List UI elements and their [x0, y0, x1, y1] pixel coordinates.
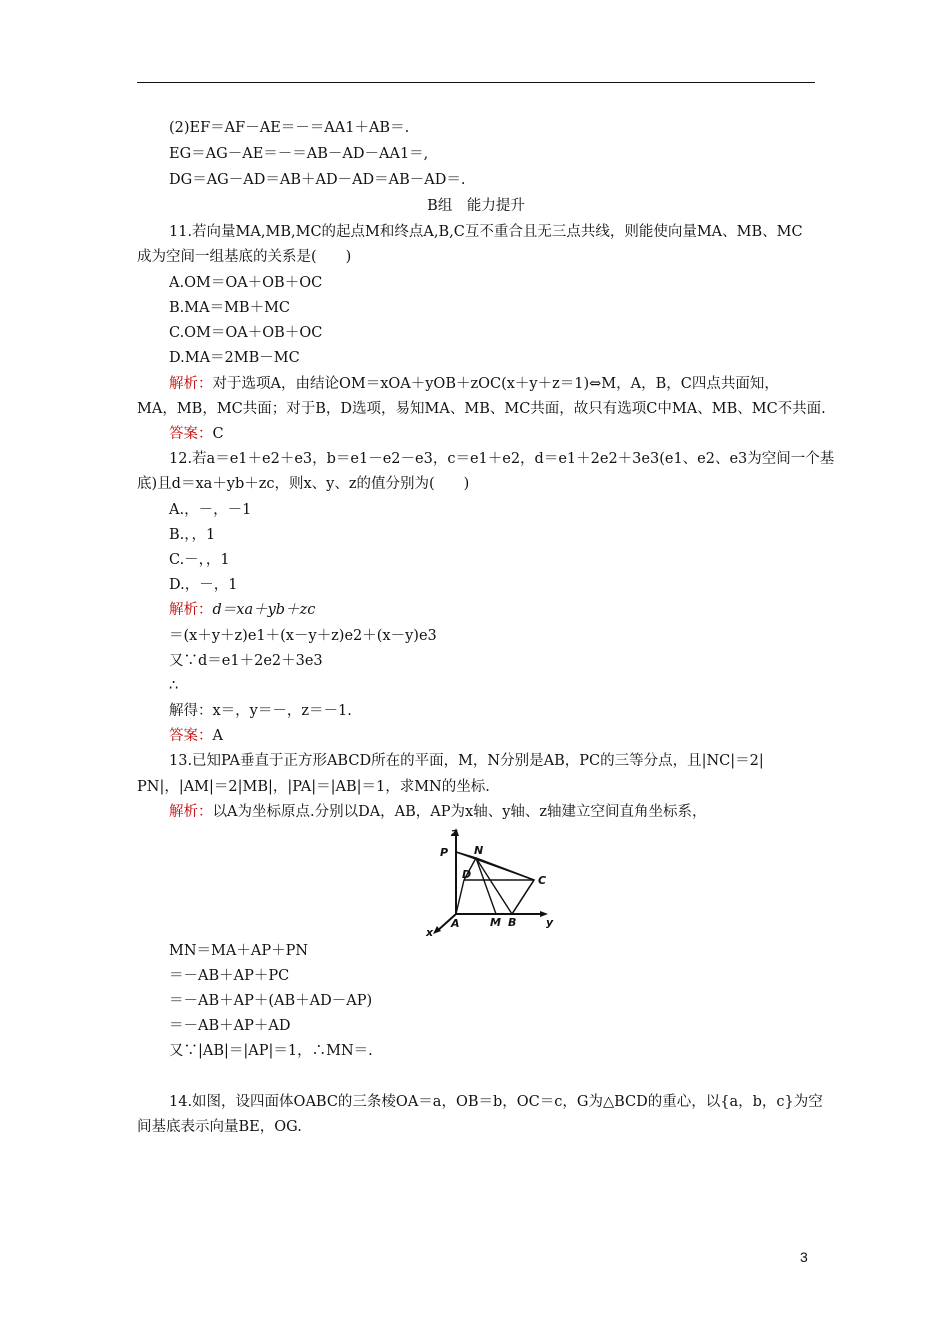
text-line: 解得：x＝，y＝－，z＝－1.	[169, 703, 352, 719]
analysis-label: 解析：	[169, 602, 213, 618]
answer-label: 答案：	[169, 728, 213, 744]
option-d: D.MA＝2MB－MC	[169, 350, 300, 366]
analysis-line	[169, 600, 315, 620]
analysis-label: 解析：	[169, 804, 213, 820]
label-p: P	[440, 846, 449, 859]
text-line: ＝－AB＋AP＋(AB＋AD－AP)	[169, 993, 373, 1009]
answer-label: 答案：	[169, 426, 213, 442]
option-d: D.，－，1	[169, 577, 238, 593]
label-b: B	[508, 916, 517, 929]
section-heading: B组 能力提升	[427, 198, 525, 214]
analysis-line	[169, 374, 779, 394]
label-x: x	[426, 926, 434, 938]
text-line: MN＝MA＋AP＋PN	[169, 943, 309, 959]
text-line: MA，MB，MC共面；对于B，D选项，易知MA、MB、MC共面，故只有选项C中MA、MB、MC不共面.	[137, 401, 826, 417]
label-m: M	[490, 916, 501, 929]
option-c: C.OM＝OA＋OB＋OC	[169, 325, 323, 341]
text-line: 成为空间一组基底的关系是( )	[137, 249, 352, 265]
analysis-label: 解析：	[169, 376, 213, 392]
text-line: DG＝AG－AD＝AB＋AD－AD＝AB－AD＝.	[169, 172, 466, 188]
label-d: D	[462, 868, 472, 881]
option-b: B.MA＝MB＋MC	[169, 300, 291, 316]
option-a: A.OM＝OA＋OB＋OC	[169, 275, 323, 291]
option-b: B.，，1	[169, 527, 216, 543]
text-line: ＝(x＋y＋z)e1＋(x－y＋z)e2＋(x－y)e3	[169, 628, 437, 644]
text-line: ＝－AB＋AP＋AD	[169, 1018, 291, 1034]
header-rule	[137, 82, 815, 83]
label-c: C	[538, 874, 547, 887]
answer-value: A	[212, 728, 223, 744]
question-14: 14.如图，设四面体OABC的三条棱OA＝a，OB＝b，OC＝c，G为△BCD的重心，以{a，b，c}为空	[169, 1094, 823, 1110]
label-n: N	[474, 844, 484, 857]
analysis-text: 对于选项A，由结论OM＝xOA＋yOB＋zOC(x＋y＋z＝1)⇔M，A，B，C四点共面知，	[212, 376, 779, 392]
option-a: A.，－，－1	[169, 502, 252, 518]
text-line: (2)EF＝AF－AE＝－＝AA1＋AB＝.	[169, 120, 410, 136]
question-11: 11.若向量MA,MB,MC的起点M和终点A,B,C互不重合且无三点共线，则能使向量MA、MB、MC	[169, 224, 803, 240]
text-line: 又∵d＝e1＋2e2＋3e3	[169, 653, 323, 669]
label-a: A	[451, 917, 460, 930]
question-13: 13.已知PA垂直于正方形ABCD所在的平面，M，N分别是AB，PC的三等分点，且|NC|＝2|	[169, 753, 764, 769]
question-12: 12.若a＝e1＋e2＋e3，b＝e1－e2－e3，c＝e1＋e2，d＝e1＋2e2＋3e3(e1、e2、e3为空间一个基	[169, 451, 835, 467]
answer-line	[169, 726, 223, 746]
option-c: C.－，，1	[169, 552, 230, 568]
analysis-text: d＝xa＋yb＋zc	[212, 602, 316, 618]
coordinate-figure	[424, 824, 564, 938]
text-line: PN|，|AM|＝2|MB|，|PA|＝|AB|＝1，求MN的坐标.	[137, 779, 490, 795]
label-z: z	[451, 826, 458, 839]
page-number: 3	[800, 1249, 808, 1265]
text-line: EG＝AG－AE＝－＝AB－AD－AA1＝,	[169, 146, 429, 162]
analysis-line	[169, 802, 707, 822]
label-y: y	[546, 916, 554, 929]
text-line: ＝－AB＋AP＋PC	[169, 968, 290, 984]
text-line: 间基底表示向量BE，OG.	[137, 1119, 302, 1135]
analysis-text: 以A为坐标原点.分别以DA，AB，AP为x轴、y轴、z轴建立空间直角坐标系，	[212, 804, 707, 820]
text-line: 底)且d＝xa＋yb＋zc，则x、y、z的值分别为( )	[137, 476, 470, 492]
answer-value: C	[212, 426, 224, 442]
pyramid-edges	[456, 852, 534, 914]
text-line: ∴	[169, 678, 179, 694]
text-line: 又∵|AB|＝|AP|＝1，∴MN＝.	[169, 1043, 373, 1059]
answer-line	[169, 424, 224, 444]
